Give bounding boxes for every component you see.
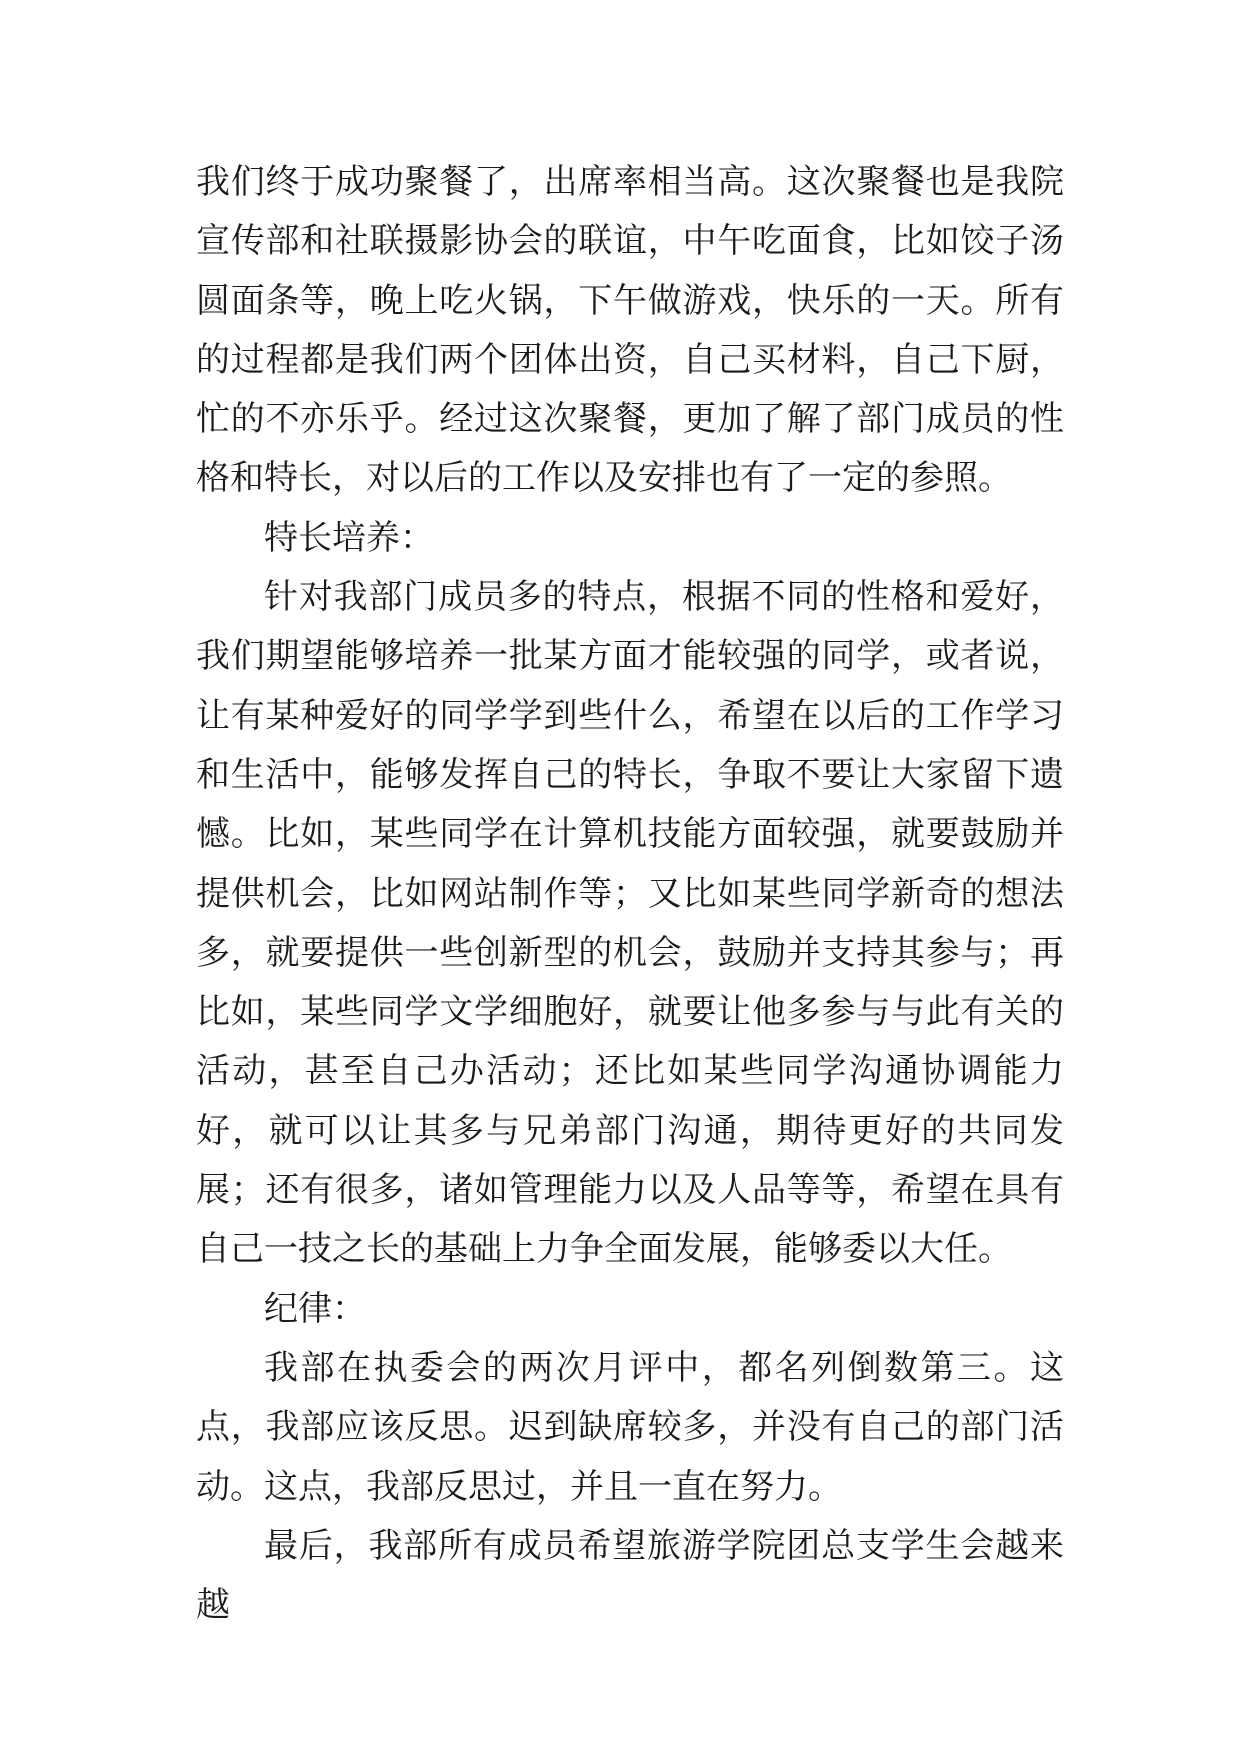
- paragraph-closing: 最后，我部所有成员希望旅游学院团总支学生会越来越: [196, 1525, 1064, 1626]
- heading-talent-development: 特长培养：: [264, 517, 434, 558]
- paragraph-talent-development: 针对我部门成员多的特点，根据不同的性格和爱好，我们期望能够培养一批某方面才能较强的同学，或者说，让有某种爱好的同学学到些什么，希望在以后的工作学习和生活中，能够发挥自己的特长，争取不要让大家留下遗憾。比如，某些同学在计算机技能方面较强，就要鼓励并提供机会，比如网站制作等；又比如某些同学新奇的想法多，就要提供一些创新型的机会，鼓励并支持其参与；再比如，某些同学文学细胞好，就要让他多参与与此有关的活动，甚至自己办活动；还比如某些同学沟通协调能力好，就可以让其多与兄弟部门沟通，期待更好的共同发展；还有很多，诸如管理能力以及人品等等，希望在具有自己一技之长的基础上力争全面发展，能够委以大任。: [196, 577, 1064, 1270]
- heading-discipline: 纪律：: [264, 1288, 366, 1329]
- paragraph-discipline: 我部在执委会的两次月评中，都名列倒数第三。这点，我部应该反思。迟到缺席较多，并没有自己的部门活动。这点，我部反思过，并且一直在努力。: [196, 1347, 1064, 1507]
- paragraph-gathering-summary: 我们终于成功聚餐了，出席率相当高。这次聚餐也是我院宣传部和社联摄影协会的联谊，中午吃面食，比如饺子汤圆面条等，晚上吃火锅，下午做游戏，快乐的一天。所有的过程都是我们两个团体出资，自己买材料，自己下厨，忙的不亦乐乎。经过这次聚餐，更加了解了部门成员的性格和特长，对以后的工作以及安排也有了一定的参照。: [196, 162, 1064, 499]
- document-body: [196, 153, 1064, 1635]
